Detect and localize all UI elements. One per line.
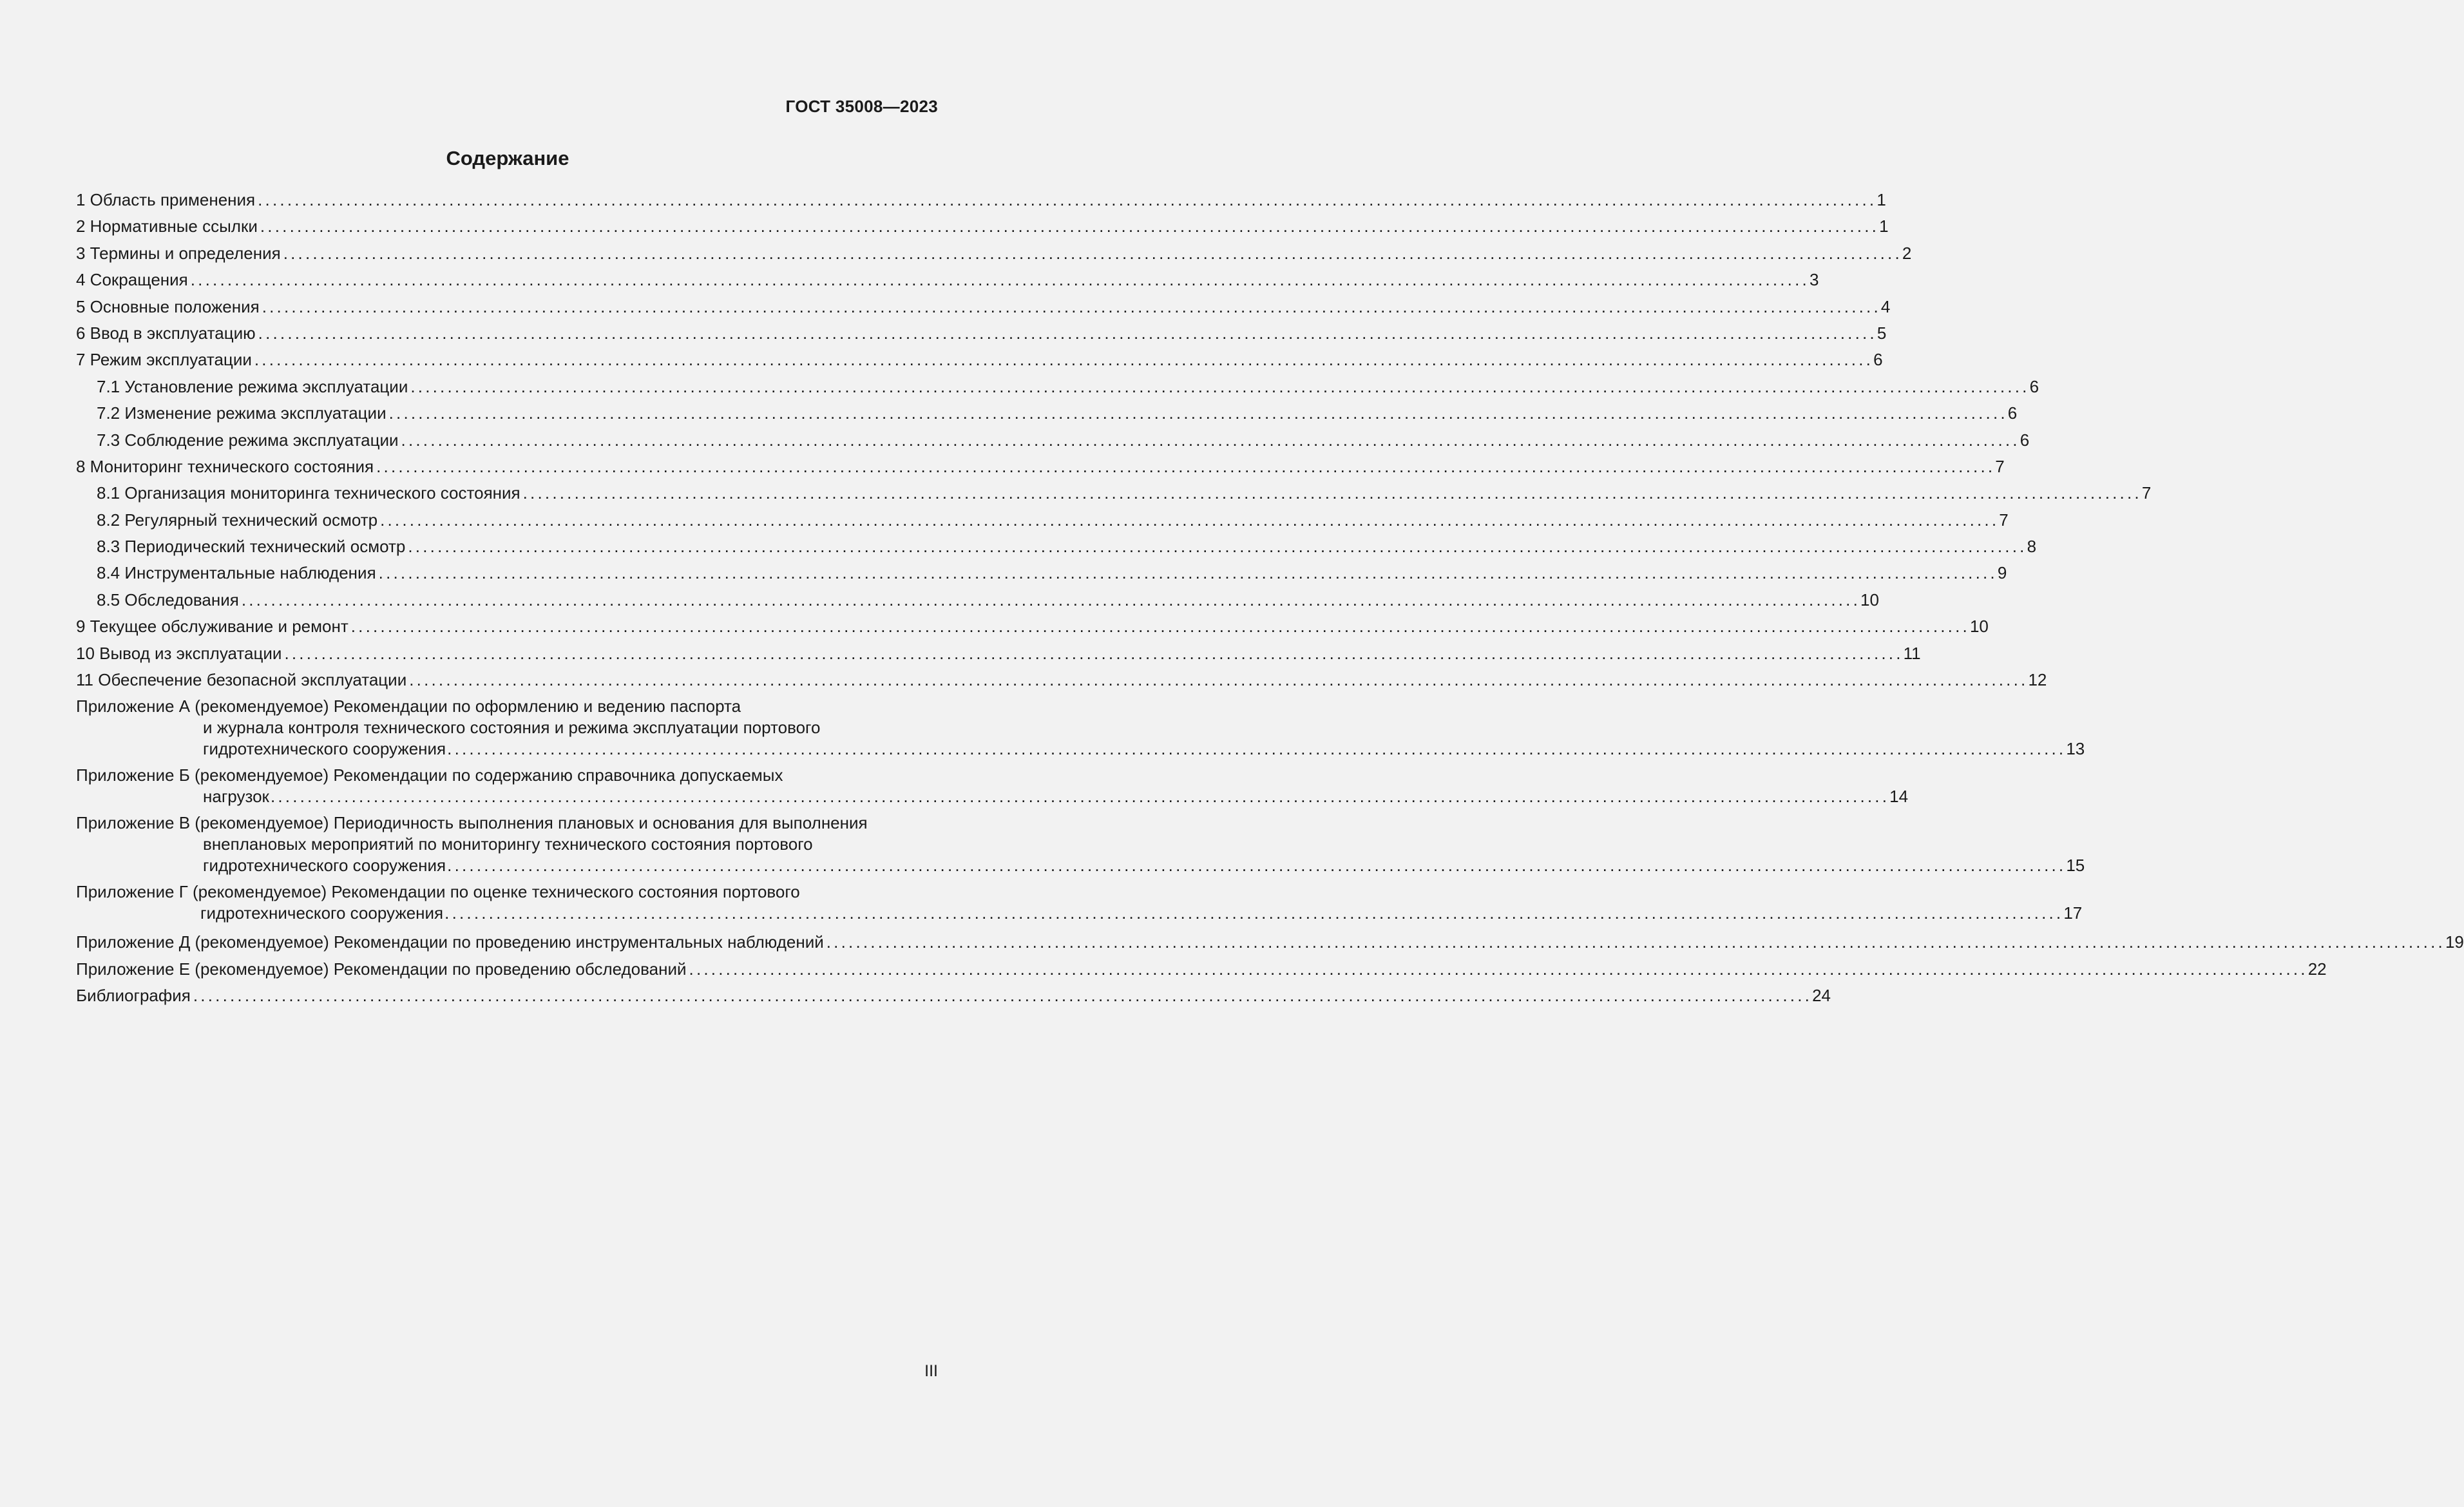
toc-entry-page: 15	[2066, 856, 2085, 876]
toc-entry-title: Приложение Д (рекомендуемое) Рекомендации по проведению инструментальных наблюдений	[76, 932, 824, 952]
toc-subentry[interactable]	[76, 480, 2152, 506]
toc-entry-title: 5 Основные положения	[76, 296, 260, 316]
toc-entry[interactable]	[76, 320, 1887, 347]
toc-entry-page: 6	[2029, 376, 2039, 396]
dot-leader: ............................................................................................................................................................................................................................	[401, 430, 2020, 450]
toc-entry-title: 8.4 Инструментальные наблюдения	[97, 563, 376, 583]
appendix-title-line: гидротехнического сооружения	[203, 739, 446, 759]
toc-entry[interactable]	[76, 640, 1921, 667]
toc-bibliography[interactable]	[76, 983, 1831, 1009]
toc-entry-title: 8.2 Регулярный технический осмотр	[97, 510, 378, 530]
toc-entry-page: 7	[2141, 483, 2152, 503]
dot-leader: ............................................................................................................................................................................................................................	[376, 456, 1996, 476]
table-of-contents	[76, 187, 2464, 1010]
toc-entry-title: 7.1 Установление режима эксплуатации	[97, 376, 408, 396]
toc-entry-title: 7.2 Изменение режима эксплуатации	[97, 403, 387, 423]
dot-leader: ............................................................................................................................................................................................................................	[350, 617, 1970, 637]
dot-leader: ............................................................................................................................................................................................................................	[380, 510, 2000, 530]
toc-entry-page: 7	[1995, 456, 2005, 476]
toc-entry-title: 2 Нормативные ссылки	[76, 216, 258, 236]
dot-leader: ............................................................................................................................................................................................................................	[270, 787, 1890, 807]
page-number: III	[924, 1362, 938, 1380]
toc-entry-page: 10	[1969, 617, 1989, 637]
toc-entry-page: 1	[1877, 190, 1886, 209]
appendix-title-line: Приложение А (рекомендуемое) Рекомендации по оформлению и ведению паспорта	[76, 696, 741, 716]
toc-entry-page: 13	[2066, 739, 2085, 759]
toc-entry-page: 5	[1877, 323, 1887, 343]
appendix-title-line: и журнала контроля технического состояния и режима эксплуатации портового	[203, 718, 821, 738]
toc-entry-title: 1 Область применения	[76, 190, 256, 209]
toc-entry-page: 14	[1889, 787, 1909, 807]
toc-entry-page: 2	[1902, 243, 1912, 263]
toc-entry-page: 10	[1860, 590, 1879, 610]
toc-entry[interactable]	[76, 213, 1889, 240]
dot-leader: ............................................................................................................................................................................................................................	[258, 323, 1877, 343]
toc-appendix-v[interactable]	[76, 812, 2085, 876]
toc-entry[interactable]	[76, 267, 1819, 293]
toc-entry-title: 7 Режим эксплуатации	[76, 350, 252, 370]
toc-entry-page: 6	[2020, 430, 2030, 450]
dot-leader: ............................................................................................................................................................................................................................	[260, 216, 1880, 236]
toc-entry-title: 8.5 Обследования	[97, 590, 239, 610]
toc-appendix-d[interactable]	[76, 929, 2464, 955]
toc-entry-page: 11	[1903, 643, 1921, 663]
dot-leader: ............................................................................................................................................................................................................................	[409, 670, 2029, 690]
toc-entry-page: 8	[2027, 537, 2037, 557]
toc-subentry[interactable]	[76, 533, 2037, 560]
dot-leader: ............................................................................................................................................................................................................................	[689, 959, 2308, 979]
toc-entry[interactable]	[76, 613, 1989, 640]
appendix-title-line: нагрузок	[203, 787, 269, 807]
toc-subentry[interactable]	[76, 427, 2030, 454]
toc-entry-page: 6	[2007, 403, 2018, 423]
toc-subentry[interactable]	[76, 507, 2009, 533]
toc-entry-page: 4	[1880, 296, 1891, 316]
toc-appendix-g[interactable]	[76, 881, 2083, 924]
toc-subentry[interactable]	[76, 400, 2018, 427]
dot-leader: ............................................................................................................................................................................................................................	[826, 932, 2445, 952]
toc-entry-page: 22	[2307, 959, 2327, 979]
toc-entry[interactable]	[76, 347, 1883, 373]
toc-entry-title: 10 Вывод из эксплуатации	[76, 643, 282, 663]
toc-entry-title: 4 Сокращения	[76, 270, 188, 290]
dot-leader: ............................................................................................................................................................................................................................	[447, 739, 2067, 759]
toc-entry-page: 3	[1809, 270, 1819, 290]
dot-leader: ............................................................................................................................................................................................................................	[408, 537, 2027, 557]
appendix-title-line: Приложение Г (рекомендуемое) Рекомендации по оценке технического состояния портового	[76, 882, 800, 902]
toc-entry-page: 17	[2063, 903, 2083, 923]
page-title: Содержание	[446, 147, 569, 169]
dot-leader: ............................................................................................................................................................................................................................	[522, 483, 2142, 503]
dot-leader: ............................................................................................................................................................................................................................	[410, 376, 2030, 396]
toc-entry-title: Библиография	[76, 986, 191, 1006]
dot-leader: ............................................................................................................................................................................................................................	[444, 903, 2064, 923]
appendix-title-line: гидротехнического сооружения	[200, 903, 444, 923]
document-code: ГОСТ 35008—2023	[785, 97, 938, 116]
appendix-title-line: гидротехнического сооружения	[203, 856, 446, 876]
dot-leader: ............................................................................................................................................................................................................................	[190, 270, 1810, 290]
toc-entry-title: 9 Текущее обслуживание и ремонт	[76, 617, 349, 637]
toc-subentry[interactable]	[76, 587, 1879, 613]
toc-entry-title: 6 Ввод в эксплуатацию	[76, 323, 256, 343]
dot-leader: ............................................................................................................................................................................................................................	[262, 296, 1881, 316]
toc-entry-title: 8.1 Организация мониторинга технического состояния	[97, 483, 520, 503]
toc-subentry[interactable]	[76, 560, 2007, 586]
toc-entry-title: 3 Термины и определения	[76, 243, 281, 263]
toc-entry-page: 7	[1999, 510, 2009, 530]
toc-appendix-a[interactable]	[76, 696, 2085, 760]
toc-entry[interactable]	[76, 454, 2005, 480]
dot-leader: ............................................................................................................................................................................................................................	[254, 350, 1874, 370]
appendix-title-line: Приложение Б (рекомендуемое) Рекомендации по содержанию справочника допускаемых	[76, 765, 783, 785]
toc-entry-title: 8 Мониторинг технического состояния	[76, 456, 374, 476]
toc-entry[interactable]	[76, 240, 1912, 267]
toc-entry[interactable]	[76, 294, 1891, 320]
toc-entry-page: 24	[1812, 986, 1831, 1006]
toc-entry-page: 12	[2028, 670, 2047, 690]
toc-entry-title: 11 Обеспечение безопасной эксплуатации	[76, 670, 407, 690]
appendix-title-line: внеплановых мероприятий по мониторингу технического состояния портового	[203, 834, 813, 854]
appendix-title-line: Приложение В (рекомендуемое) Периодичность выполнения плановых и основания для выполнения	[76, 813, 868, 833]
toc-entry-title: 8.3 Периодический технический осмотр	[97, 537, 406, 557]
toc-subentry[interactable]	[76, 374, 2039, 400]
dot-leader: ............................................................................................................................................................................................................................	[378, 563, 1998, 583]
toc-entry-title: Приложение Е (рекомендуемое) Рекомендации по проведению обследований	[76, 959, 687, 979]
dot-leader: ............................................................................................................................................................................................................................	[241, 590, 1861, 610]
toc-entry[interactable]	[76, 187, 1886, 213]
toc-entry-title: 7.3 Соблюдение режима эксплуатации	[97, 430, 399, 450]
dot-leader: ............................................................................................................................................................................................................................	[284, 643, 1904, 663]
dot-leader: ............................................................................................................................................................................................................................	[388, 403, 2008, 423]
toc-appendix-e[interactable]	[76, 956, 2327, 983]
dot-leader: ............................................................................................................................................................................................................................	[447, 856, 2067, 876]
dot-leader: ............................................................................................................................................................................................................................	[258, 190, 1877, 209]
toc-entry-page: 6	[1873, 350, 1883, 370]
dot-leader: ............................................................................................................................................................................................................................	[193, 986, 1813, 1006]
toc-entry[interactable]	[76, 667, 2047, 693]
toc-appendix-b[interactable]	[76, 765, 1909, 807]
toc-entry-page: 1	[1879, 216, 1889, 236]
toc-entry-page: 9	[1997, 563, 2007, 583]
toc-entry-page: 19	[2445, 932, 2464, 952]
dot-leader: ............................................................................................................................................................................................................................	[283, 243, 1902, 263]
